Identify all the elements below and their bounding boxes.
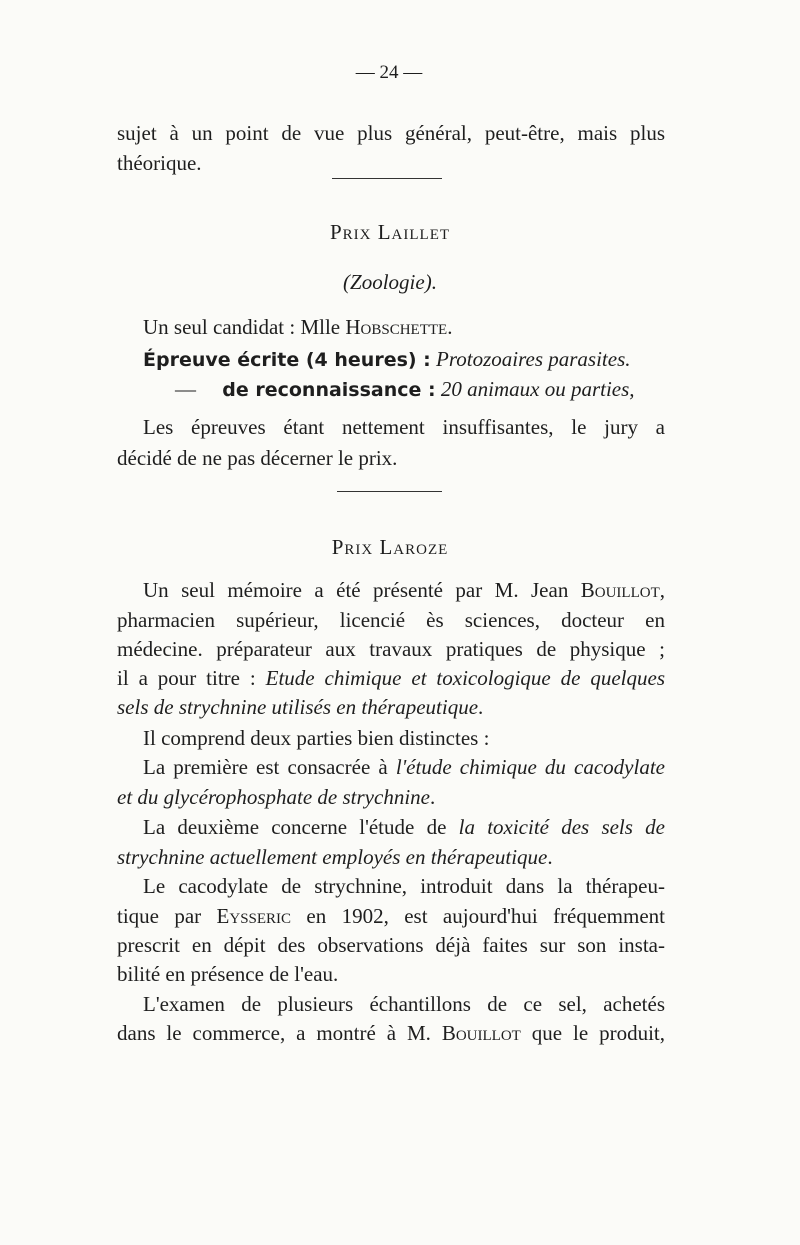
intro-line-2: théorique. <box>117 151 202 175</box>
recognition-test-subject: 20 animaux ou parties, <box>440 377 635 401</box>
written-test-subject: Protozoaires parasites. <box>436 347 631 371</box>
laillet-result-line-2: décidé de ne pas décerner le prix. <box>117 446 398 470</box>
laroze-p5-line-3: prescrit en dépit des observations déjà faites sur son insta- <box>117 933 665 957</box>
author-name: Bouillot <box>580 578 660 602</box>
section-divider <box>332 178 442 179</box>
laroze-p1-line-3: médecine. préparateur aux travaux pratiques de physique ; <box>117 637 665 661</box>
laroze-p3-line-1: La première est consacrée à l'étude chimique du cacodylate <box>143 755 665 779</box>
laroze-p1-line-4: il a pour titre : Etude chimique et toxicologique de quelques <box>117 666 665 690</box>
laroze-p5-line-1: Le cacodylate de strychnine, introduit dans la thérapeu- <box>143 874 665 898</box>
laillet-recognition-test: — de reconnaissance : 20 animaux ou parties, <box>175 377 635 401</box>
written-test-label: Épreuve écrite (4 heures) : <box>143 349 431 371</box>
laroze-p1-line-2: pharmacien supérieur, licencié ès sciences, docteur en <box>117 608 665 632</box>
recognition-test-label: de reconnaissance : <box>222 379 436 401</box>
intro-line-1: sujet à un point de vue plus général, peut-être, mais plus <box>117 121 665 145</box>
laillet-heading: Prix Laillet <box>329 220 451 244</box>
laroze-p4-line-1: La deuxième concerne l'étude de la toxicité des sels de <box>143 815 665 839</box>
laroze-p1-line-5: sels de strychnine utilisés en thérapeutique. <box>117 695 484 719</box>
laillet-written-test <box>143 344 691 375</box>
laroze-p6-line-2: dans le commerce, a montré à M. Bouillot que le produit, <box>117 1021 665 1045</box>
laroze-p4-line-2: strychnine actuellement employés en thérapeutique. <box>117 845 553 869</box>
laillet-candidate: Un seul candidat : Mlle Hobschette. <box>143 315 453 339</box>
laroze-p2: Il comprend deux parties bien distinctes : <box>143 726 490 750</box>
laroze-p5-line-2: tique par Eysseric en 1902, est aujourd'hui fréquemment <box>117 904 665 928</box>
section-divider <box>337 491 442 492</box>
page-number: — 24 — <box>355 62 423 83</box>
laillet-result-line-1: Les épreuves étant nettement insuffisantes, le jury a <box>143 415 665 439</box>
laroze-p6-line-1: L'examen de plusieurs échantillons de ce sel, achetés <box>143 992 665 1016</box>
laroze-p5-line-4: bilité en présence de l'eau. <box>117 962 339 986</box>
candidate-name: Hobschette <box>345 315 448 339</box>
laillet-subtitle: (Zoologie). <box>343 270 437 294</box>
laroze-p3-line-2: et du glycérophosphate de strychnine. <box>117 785 436 809</box>
laroze-heading: Prix Laroze <box>331 535 449 559</box>
memoir-title: Etude chimique et toxicologique de quelques <box>265 666 665 690</box>
laroze-p1-line-1: Un seul mémoire a été présenté par M. Jean Bouillot, <box>143 578 665 602</box>
